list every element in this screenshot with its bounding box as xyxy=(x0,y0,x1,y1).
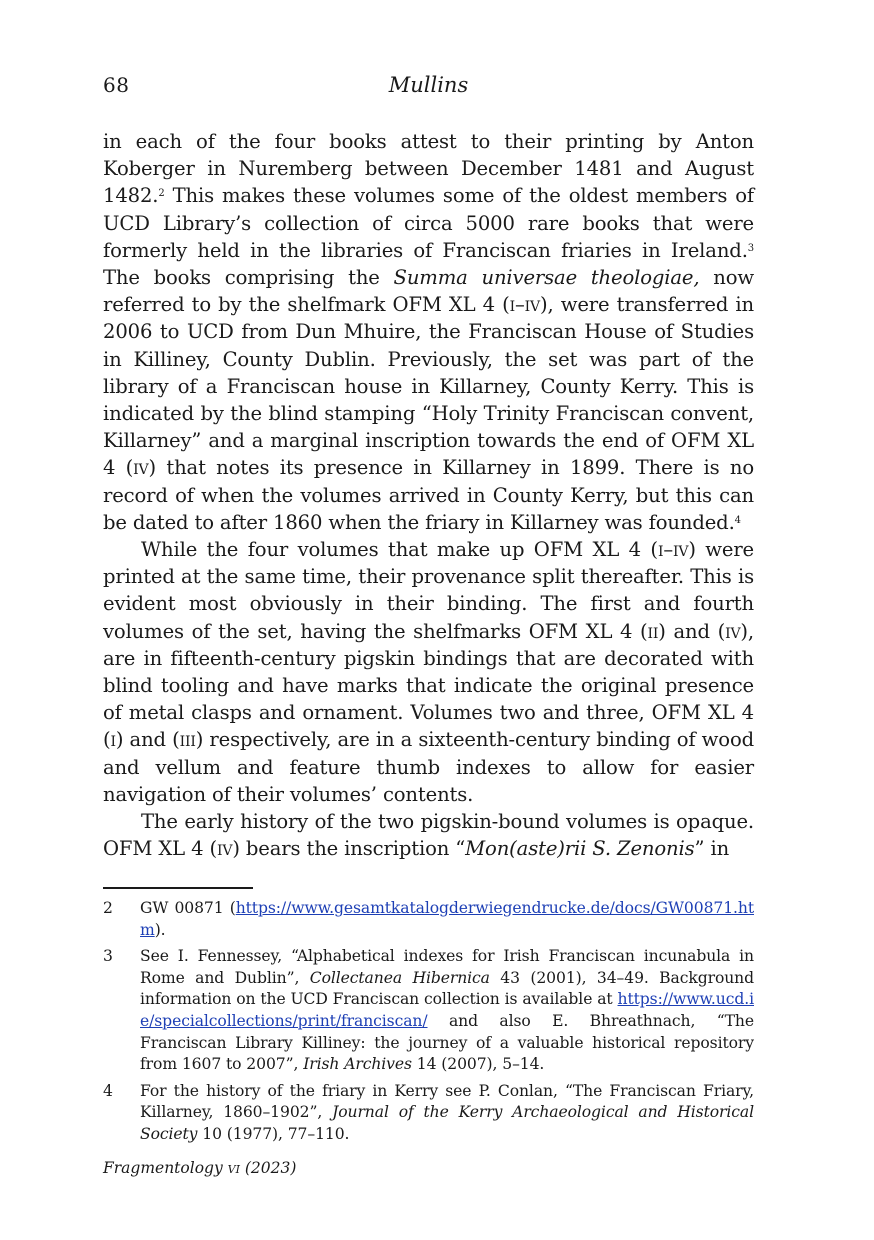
roman-numeral: iv xyxy=(133,456,149,480)
text-run: For the history of the friary in Kerry see P. Conlan, “The Franciscan Friary, Killarney, 1860–1902”, xyxy=(140,1081,754,1122)
text-run: ) were printed at the same time, their provenance split thereafter. This is evident most obviously in their binding. The first and fourth volumes of the set, having the shelfmarks OFM XL 4 ( xyxy=(103,538,754,643)
journal-footer xyxy=(103,1159,296,1177)
body-text xyxy=(103,128,754,862)
text-run: ) and ( xyxy=(658,619,726,643)
text-run: See I. Fennessey, “Alphabetical indexes for Irish Franciscan incunabula in Rome and Dublin”, xyxy=(140,947,754,987)
journal-title-italic: Journal of the Kerry Archaeological and Historical Society xyxy=(140,1103,754,1143)
text-run: ). xyxy=(154,920,166,939)
footnote-link-gesamtkatalog[interactable]: https://www.gesamtkatalogderwiegendrucke.de/docs/GW00871.htm xyxy=(140,899,754,939)
roman-numeral: ii xyxy=(647,619,659,643)
text-run: ) respectively, are in a sixteenth-century binding of wood and vellum and feature thumb indexes to allow for easier navigation of their volumes’ contents. xyxy=(103,728,754,806)
roman-numeral: iii xyxy=(179,728,196,752)
text-run: 10 (1977), 77–110. xyxy=(197,1124,350,1143)
text-run: This makes these volumes some of the oldest members of UCD Library’s collection of circa 5000 rare books that were formerly held in the libraries of Franciscan friaries in Ireland. xyxy=(103,184,754,262)
footnote-rule xyxy=(103,887,253,889)
running-title: Mullins xyxy=(388,73,469,97)
text-run: The early history of the two pigskin-bound volumes is opaque. OFM XL 4 ( xyxy=(103,810,754,861)
text-run: (2023) xyxy=(239,1159,297,1177)
text-run: ) and ( xyxy=(115,728,180,752)
inscription-italic: Mon(aste)rii S. Zenonis xyxy=(465,837,695,861)
text-run: While the four volumes that make up OFM XL 4 ( xyxy=(141,538,658,562)
roman-numeral: vi xyxy=(227,1159,240,1177)
page-number: 68 xyxy=(103,73,130,97)
text-run: in each of the four books attest to their printing by Anton Koberger in Nuremberg between December 1481 and August 1482. xyxy=(103,130,754,208)
roman-numeral: i xyxy=(110,728,116,752)
text-run: Fragmentology xyxy=(103,1159,228,1177)
roman-numeral: i–iv xyxy=(509,293,541,317)
journal-title-italic: Irish Archives xyxy=(303,1055,412,1074)
text-run: and also E. Bhreathnach, “The Franciscan Library Killiney: the journey of a valuable historical repository from 1607 to 2007”, xyxy=(140,1011,754,1074)
text-run: ” in xyxy=(694,837,730,861)
footnotes xyxy=(103,898,754,1151)
text-run: 14 (2007), 5–14. xyxy=(411,1055,545,1074)
paragraph-2 xyxy=(103,536,754,808)
text-run: GW 00871 ( xyxy=(140,899,236,917)
roman-numeral: i–iv xyxy=(657,538,689,562)
footnote-number: 3 xyxy=(103,947,113,966)
footnote-number: 4 xyxy=(103,1081,113,1100)
footnote-ref-4[interactable]: 4 xyxy=(734,514,741,526)
text-run: now referred to by the shelfmark OFM XL 4 ( xyxy=(103,266,754,317)
text-run: 43 (2001), 34–49. Background information on the UCD Franciscan collection is available at xyxy=(140,968,755,1009)
text-run: ) bears the inscription “ xyxy=(232,837,466,861)
footnote-ref-2[interactable]: 2 xyxy=(158,188,165,200)
footnote-number: 2 xyxy=(103,899,113,917)
text-run: ) that notes its presence in Killarney in 1899. There is no record of when the volumes arrived in County Kerry, but this can be dated to after 1860 when the friary in Killarney was founded. xyxy=(103,456,755,534)
running-head xyxy=(103,73,754,101)
journal-title-italic: Collectanea Hibernica xyxy=(309,968,490,987)
footnote-ref-3[interactable]: 3 xyxy=(747,242,754,254)
paragraph-1 xyxy=(103,128,754,536)
footnote-link-ucd[interactable]: https://www.ucd.ie/specialcollections/print/franciscan/ xyxy=(140,990,754,1030)
roman-numeral: iv xyxy=(725,619,741,643)
roman-numeral: iv xyxy=(216,837,233,861)
text-run: ), are in fifteenth-century pigskin bindings that are decorated with blind tooling and have marks that indicate the original presence of metal clasps and ornament. Volumes two and three, OFM XL 4 ( xyxy=(103,619,754,752)
paragraph-3 xyxy=(103,808,754,862)
footnote-3 xyxy=(103,946,754,1076)
footnote-2 xyxy=(103,898,754,941)
title-italic: Summa universae theologiae, xyxy=(393,266,700,290)
footnote-4 xyxy=(103,1081,754,1146)
text-run: The books comprising the xyxy=(103,266,394,290)
text-run: ), were transferred in 2006 to UCD from Dun Mhuire, the Franciscan House of Studies in Killiney, County Dublin. Previously, the set was part of the library of a Franciscan house in Killarney, County Kerry. This is indicated by the blind stamping “Holy Trinity Franciscan convent, Killarney” and a marginal inscription towards the end of OFM XL 4 ( xyxy=(103,293,754,480)
